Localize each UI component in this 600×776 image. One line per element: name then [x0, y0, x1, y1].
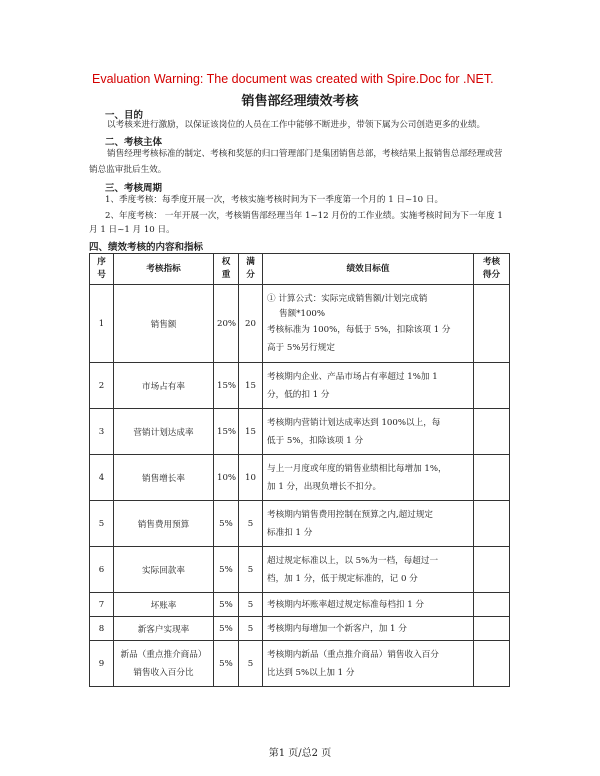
cell-target: 考核期内坏账率超过规定标准每档扣 1 分	[263, 593, 474, 617]
header-indicator: 考核指标	[114, 254, 214, 285]
section-3-item-1: 1、季度考核：每季度开展一次，考核实施考核时间为下一季度第一个月的 1 日~10 日。	[105, 195, 444, 205]
cell-no: 2	[90, 363, 114, 409]
table-row	[90, 409, 510, 455]
section-3-heading: 三、考核周期	[105, 183, 163, 194]
cell-target: 与上一月度或年度的销售业绩相比每增加 1%， 加 1 分，出现负增长不扣分。	[263, 455, 474, 501]
cell-no: 7	[90, 593, 114, 617]
section-2-text-line2: 销总监审批后生效。	[89, 165, 167, 175]
cell-weight: 5%	[214, 617, 239, 641]
cell-score	[474, 409, 510, 455]
cell-indicator: 销售费用预算	[114, 501, 214, 547]
kpi-table	[89, 253, 510, 687]
cell-indicator: 新品（重点推介商品） 销售收入百分比	[114, 641, 214, 687]
section-3-item-2-line1: 2、年度考核： 一年开展一次，考核销售部经理当年 1~12 月份的工作业绩。实施考核时间为下一年度 1	[105, 211, 503, 221]
cell-score	[474, 593, 510, 617]
cell-target: 考核期内销售费用控制在预算之内,超过规定 标准扣 1 分	[263, 501, 474, 547]
cell-weight: 5%	[214, 593, 239, 617]
header-weight: 权 重	[214, 254, 239, 285]
section-2-heading: 二、考核主体	[105, 137, 163, 148]
cell-weight: 15%	[214, 409, 239, 455]
cell-full: 10	[239, 455, 263, 501]
cell-target: 考核期内营销计划达成率达到 100%以上，每 低于 5%，扣除该项 1 分	[263, 409, 474, 455]
section-3-item-2-line2: 月 1 日~1 月 10 日。	[89, 225, 175, 235]
page-footer: 第1 页/总2 页	[268, 748, 332, 759]
header-score: 考核 得分	[474, 254, 510, 285]
table-row	[90, 547, 510, 593]
document-title: 销售部经理绩效考核	[241, 94, 359, 109]
table-row	[90, 641, 510, 687]
cell-full: 5	[239, 593, 263, 617]
cell-target: 超过规定标准以上，以 5%为一档，每超过一 档，加 1 分，低于规定标准的，记 0 分	[263, 547, 474, 593]
cell-indicator: 实际回款率	[114, 547, 214, 593]
cell-no: 9	[90, 641, 114, 687]
cell-score	[474, 547, 510, 593]
cell-indicator: 销售增长率	[114, 455, 214, 501]
section-1-heading: 一、目的	[105, 110, 144, 121]
cell-score	[474, 641, 510, 687]
table-row	[90, 501, 510, 547]
table-row	[90, 617, 510, 641]
header-no: 序 号	[90, 254, 114, 285]
section-1-text: 以考核来进行激励，以保证该岗位的人员在工作中能够不断进步，带领下属为公司创造更多的业绩。	[107, 120, 486, 130]
cell-full: 5	[239, 617, 263, 641]
evaluation-warning: Evaluation Warning: The document was created with Spire.Doc for .NET.	[92, 72, 494, 86]
cell-full: 5	[239, 641, 263, 687]
table-header-row	[90, 254, 510, 285]
cell-no: 6	[90, 547, 114, 593]
header-target: 绩效目标值	[263, 254, 474, 285]
cell-weight: 5%	[214, 547, 239, 593]
cell-target: 考核期内企业、产品市场占有率超过 1%加 1 分，低的扣 1 分	[263, 363, 474, 409]
cell-full: 15	[239, 409, 263, 455]
cell-no: 5	[90, 501, 114, 547]
cell-weight: 5%	[214, 501, 239, 547]
cell-no: 1	[90, 285, 114, 363]
cell-target: 考核期内新品（重点推介商品）销售收入百分 比达到 5%以上加 1 分	[263, 641, 474, 687]
cell-score	[474, 501, 510, 547]
cell-indicator: 销售额	[114, 285, 214, 363]
table-row	[90, 285, 510, 363]
section-4-heading: 四、绩效考核的内容和指标	[89, 242, 204, 253]
table-row	[90, 593, 510, 617]
cell-indicator: 新客户实现率	[114, 617, 214, 641]
cell-no: 8	[90, 617, 114, 641]
cell-full: 5	[239, 547, 263, 593]
cell-score	[474, 617, 510, 641]
cell-score	[474, 455, 510, 501]
cell-score	[474, 363, 510, 409]
cell-indicator: 市场占有率	[114, 363, 214, 409]
cell-score	[474, 285, 510, 363]
header-full-score: 满 分	[239, 254, 263, 285]
cell-full: 15	[239, 363, 263, 409]
cell-weight: 15%	[214, 363, 239, 409]
cell-no: 4	[90, 455, 114, 501]
cell-full: 20	[239, 285, 263, 363]
section-2-text-line1: 销售经理考核标准的制定、考核和奖惩的归口管理部门是集团销售总部，考核结果上报销售总部经理或营	[107, 149, 503, 159]
table-row	[90, 363, 510, 409]
cell-weight: 5%	[214, 641, 239, 687]
table-row	[90, 455, 510, 501]
cell-target: ① 计算公式：实际完成销售额/计划完成销 售额*100% 考核标准为 100%，每低于 5%，扣除该项 1 分 高于 5%另行规定	[263, 285, 474, 363]
cell-weight: 20%	[214, 285, 239, 363]
cell-weight: 10%	[214, 455, 239, 501]
cell-target: 考核期内每增加一个新客户，加 1 分	[263, 617, 474, 641]
cell-full: 5	[239, 501, 263, 547]
cell-indicator: 营销计划达成率	[114, 409, 214, 455]
cell-indicator: 坏账率	[114, 593, 214, 617]
cell-no: 3	[90, 409, 114, 455]
